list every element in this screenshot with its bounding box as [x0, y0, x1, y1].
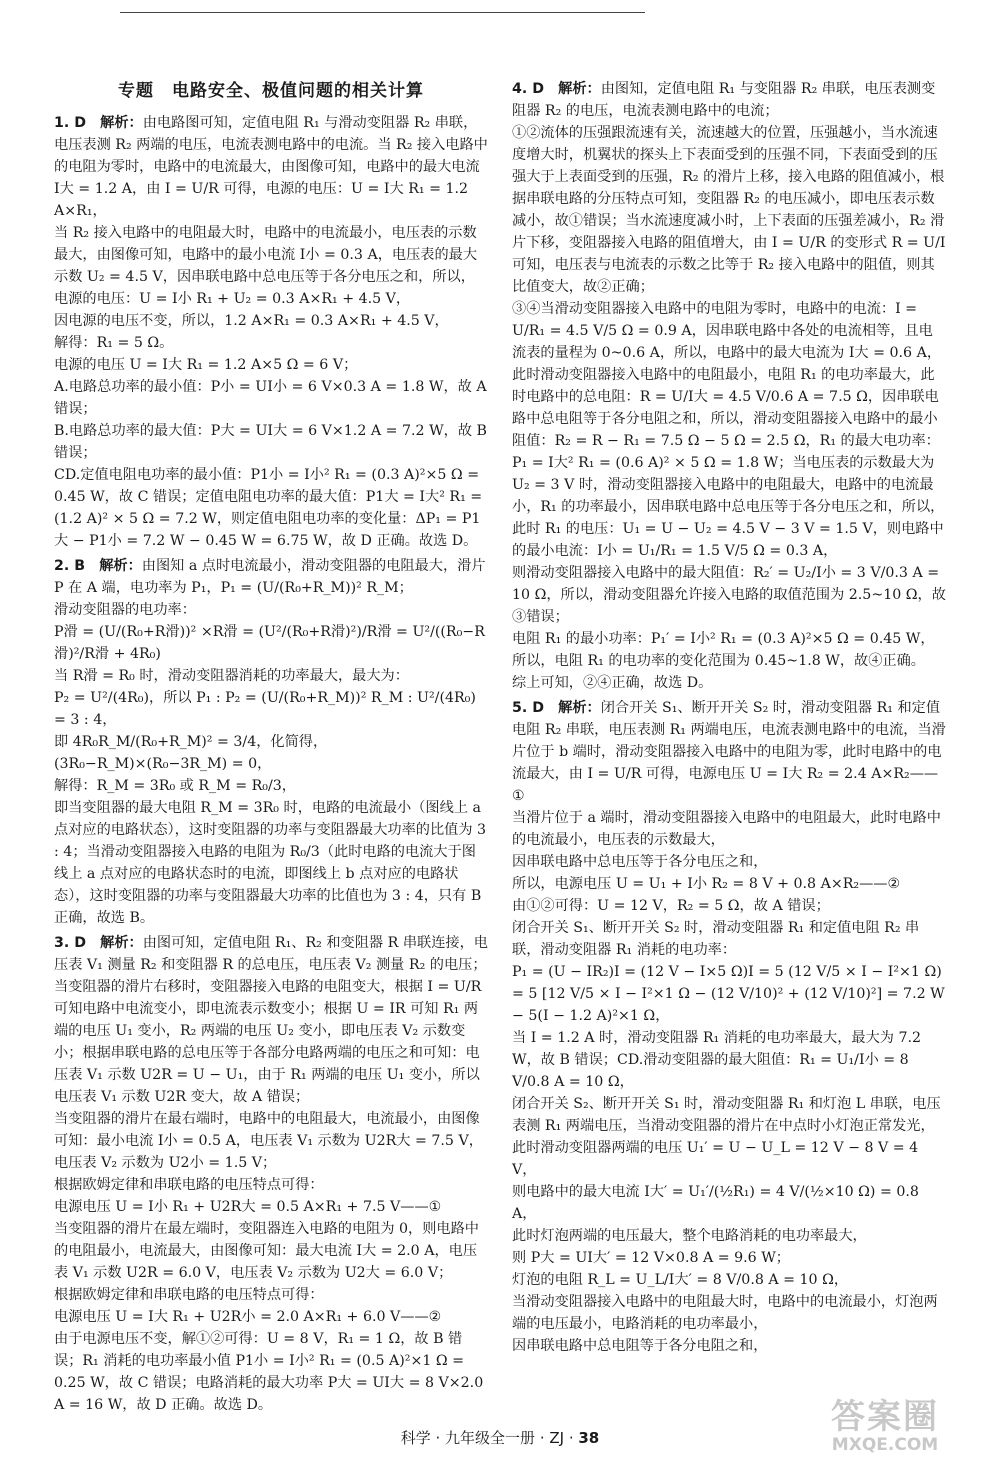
answer-line [54, 376, 488, 420]
answer-text: 综上可知，②④正确，故选 D。 [512, 675, 713, 691]
answer-text: 因串联电路中总电阻等于各分电阻之和， [512, 1338, 768, 1354]
left-questions [54, 112, 488, 1416]
answer-line [512, 628, 946, 650]
answer-line [54, 112, 488, 222]
answer-text: 所以，电源电压 U = U₁ + I小 R₂ = 8 V + 0.8 A×R₂——② [512, 876, 901, 892]
answer-text: CD.定值电阻电功率的最小值：P1小 = I小² R₁ = (0.3 A)²×5 Ω = 0.45 W，故 C 错误；定值电阻电功率的最大值：P1大 = I大² R₁ = (1.2 A)² × 5 Ω = 7.2 W，则定值电阻电功率的变化量：ΔP₁ = P1大 − P1小 = 7.2 W − 0.45 W = 6.75 W，故 D 正确。故选 D。 [54, 467, 483, 549]
answer-text: B.电路总功率的最大值：P大 = UI大 = 6 V×1.2 A = 7.2 W，故 B 错误； [54, 423, 487, 461]
watermark-logo [800, 1398, 970, 1458]
question-number: 4. D 解析： [512, 81, 601, 97]
answer-text: 闭合开关 S₂、断开开关 S₁ 时，滑动变阻器 R₁ 和灯泡 L 串联，电压表测 R₁ 两端电压，当滑动变阻器的滑片在中点时小灯泡正常发光，此时滑动变阻器两端的电压 U₁′ = U − U_L = 12 V − 8 V = 4 V， [512, 1096, 941, 1178]
answer-line [54, 599, 488, 621]
right-column [512, 78, 946, 1360]
answer-text: 电阻 R₁ 的最小功率：P₁′ = I小² R₁ = (0.3 A)²×5 Ω = 0.45 W， [512, 631, 935, 647]
answer-text: 当滑动变阻器接入电路中的电阻最大时，电路中的电流最小，灯泡两端的电压最小，电路消耗的电功率最小， [512, 1294, 938, 1332]
answer-text: 电源电压 U = I大 R₁ + U2R小 = 2.0 A×R₁ + 6.0 V——② [54, 1309, 442, 1325]
answer-line [54, 775, 488, 797]
answer-line [512, 1181, 946, 1225]
answer-text: P滑 = (U/(R₀+R滑))² ×R滑 = (U²/(R₀+R滑)²)/R滑 = U²/((R₀−R滑)²/R滑 + 4R₀) [54, 624, 485, 662]
answer-text: 由图可知，定值电阻 R₁、R₂ 和变阻器 R 串联连接，电压表 V₁ 测量 R₂ 和变阻器 R 的总电压，电压表 V₂ 测量 R₂ 的电压； [54, 935, 488, 973]
answer-text: 闭合开关 S₁、断开开关 S₂ 时，滑动变阻器 R₁ 和定值电阻 R₂ 串联，电压表测 R₁ 两端电压，电流表测电路中的电流，当滑片位于 b 端时，滑动变阻器接入电路中的电阻为零，此时电路中的电流最大，由 I = U/R 可得，电源电压 U = I大 R₂ = 2.4 A×R₂——① [512, 700, 946, 804]
watermark-url: MXQE.COM [831, 1435, 939, 1455]
question-block [54, 112, 488, 552]
answer-line [54, 797, 488, 929]
answer-line [512, 895, 946, 917]
answer-text: 因电源的电压不变，所以，1.2 A×R₁ = 0.3 A×R₁ + 4.5 V， [54, 313, 449, 329]
header-rule [120, 12, 645, 13]
page-number: 38 [578, 1429, 600, 1447]
answer-text: ①②流体的压强跟流速有关，流速越大的位置，压强越小，当水流速度增大时，机翼状的探头上下表面受到的压强不同，下表面受到的压强大于上表面受到的压强，R₂ 的滑片上移，接入电路的阻值减小，根据串联电路的分压特点可知，变阻器 R₂ 的电压减小，即电压表示数减小，故①错误；当水流速度减小时，上下表面的压强差减小，R₂ 滑片下移，变阻器接入电路的阻值增大，由 I = U/R 的变形式 R = U/I 可知，电压表与电流表的示数之比等于 R₂ 接入电路中的阻值，则其比值变大，故②正确； [512, 125, 946, 295]
answer-text: 解得：R_M = 3R₀ 或 R_M = R₀/3， [54, 778, 296, 794]
answer-text: 电源的电压 U = I大 R₁ = 1.2 A×5 Ω = 6 V； [54, 357, 358, 373]
answer-line [54, 1284, 488, 1306]
answer-text: P₁ = (U − IR₂)I = (12 V − I×5 Ω)I = 5 (12 V/5 × I − I²×1 Ω) = 5 [12 V/5 × I − I²×1 Ω − (12 V/10)² + (12 V/10)²] = 7.2 W − 5(I − 1.2 A)²×1 Ω， [512, 964, 945, 1024]
answer-text: 此时灯泡两端的电压最大，整个电路消耗的电功率最大， [512, 1228, 867, 1244]
answer-line [54, 976, 488, 1108]
answer-line [54, 310, 488, 332]
page-title: 专题 电路安全、极值问题的相关计算 [118, 81, 424, 101]
answer-text: 解得：R₁ = 5 Ω。 [54, 335, 174, 351]
watermark-text: 答案圈 [831, 1397, 939, 1437]
answer-text: 则电路中的最大电流 I大′ = U₁′/(½R₁) = 4 V/(½×10 Ω) = 0.8 A， [512, 1184, 919, 1222]
answer-line [54, 464, 488, 552]
answer-line [512, 697, 946, 807]
answer-text: 根据欧姆定律和串联电路的电压特点可得： [54, 1177, 324, 1193]
answer-line [512, 650, 946, 672]
answer-line [512, 851, 946, 873]
answer-line [512, 122, 946, 298]
question-block [512, 78, 946, 694]
answer-text: 由图知 a 点时电流最小，滑动变阻器的电阻最大，滑片 P 在 A 端，电功率为 P₁，P₁ = (U/(R₀+R_M))² R_M； [54, 558, 486, 596]
answer-text: 滑动变阻器的电功率： [54, 602, 196, 618]
answer-line [512, 1291, 946, 1335]
answer-text: 当 R₂ 接入电路中的电阻最大时，电路中的电流最小，电压表的示数最大，由图像可知，电路中的最小电流 I小 = 0.3 A，电压表的最大示数 U₂ = 4.5 V，因串联电路中总电压等于各分电压之和，所以，电源的电压：U = I小 R₁ + U₂ = 0.3 A×R₁ + 4.5 V， [54, 225, 478, 307]
answer-text: 根据欧姆定律和串联电路的电压特点可得： [54, 1287, 324, 1303]
answer-line [54, 621, 488, 665]
answer-text: 由图知，定值电阻 R₁ 与变阻器 R₂ 串联，电压表测变阻器 R₂ 的电压，电流表测电路中的电流； [512, 81, 936, 119]
answer-line [512, 1269, 946, 1291]
answer-text: 所以，电阻 R₁ 的电功率的变化范围为 0.45~1.8 W，故④正确。 [512, 653, 925, 669]
answer-line [54, 1196, 488, 1218]
answer-line [512, 1027, 946, 1093]
answer-text: 因串联电路中总电压等于各分电压之和， [512, 854, 768, 870]
answer-line [54, 332, 488, 354]
answer-line [54, 1108, 488, 1174]
answer-text: 即当变阻器的最大电阻 R_M = 3R₀ 时，电路的电流最小（图线上 a 点对应的电路状态），这时变阻器的功率与变阻器最大功率的比值为 3 : 4；当滑动变阻器接入电路的电阻为 R₀/3（此时电路的电流大于图线上 a 点对应的电路状态时的电流，即图线上 b 点对应的电路状态），这时变阻器的功率与变阻器最大功率的比值也为 3 : 4，只有 B 正确，故选 B。 [54, 800, 487, 926]
answer-text: A.电路总功率的最小值：P小 = UI小 = 6 V×0.3 A = 1.8 W，故 A 错误； [54, 379, 487, 417]
answer-text: 灯泡的电阻 R_L = U_L/I大′ = 8 V/0.8 A = 10 Ω， [512, 1272, 849, 1288]
answer-text: 当 R滑 = R₀ 时，滑动变阻器消耗的功率最大，最大为： [54, 668, 409, 684]
answer-line [512, 672, 946, 694]
answer-line [512, 1225, 946, 1247]
answer-text: P₂ = U²/(4R₀)，所以 P₁ : P₂ = (U/(R₀+R_M))² R_M : U²/(4R₀) = 3 : 4， [54, 690, 476, 728]
answer-text: 当滑片位于 a 端时，滑动变阻器接入电路中的电阻最大，此时电路中的电流最小，电压表的示数最大， [512, 810, 941, 848]
answer-text: 当 I = 1.2 A 时，滑动变阻器 R₁ 消耗的电功率最大，最大为 7.2 W，故 B 错误；CD.滑动变阻器的最大阻值：R₁ = U₁/I小 = 8 V/0.8 A = 10 Ω， [512, 1030, 922, 1090]
question-block [512, 697, 946, 1357]
question-number: 3. D 解析： [54, 935, 143, 951]
answer-line [54, 1328, 488, 1416]
answer-line [512, 298, 946, 562]
answer-text: 由电路图可知，定值电阻 R₁ 与滑动变阻器 R₂ 串联，电压表测 R₂ 两端的电压，电流表测电路中的电流。当 R₂ 接入电路中的电阻为零时，电路中的电流最大，由图像可知，电路中的最大电流 I大 = 1.2 A，由 I = U/R 可得，电源的电压：U = I大 R₁ = 1.2 A×R₁， [54, 115, 488, 219]
answer-text: 当变阻器的滑片在最左端时，变阻器连入电路的电阻为 0，则电路中的电阻最小，电流最大，由图像可知：最大电流 I大 = 2.0 A，电压表 V₁ 示数 U2R = 6.0 V，电压表 V₂ 示数为 U2大 = 6.0 V； [54, 1221, 479, 1281]
answer-line [54, 222, 488, 310]
answer-text: 当变阻器的滑片在最右端时，电路中的电阻最大，电流最小，由图像可知：最小电流 I小 = 0.5 A，电压表 V₁ 示数为 U2R大 = 7.5 V，电压表 V₂ 示数为 U2小 = 1.5 V； [54, 1111, 483, 1171]
answer-line [54, 354, 488, 376]
answer-text: 由于电源电压不变，解①②可得：U = 8 V，R₁ = 1 Ω，故 B 错误；R₁ 消耗的电功率最小值 P1小 = I小² R₁ = (0.5 A)²×1 Ω = 0.25 W，故 C 错误；电路消耗的最大功率 P大 = UI大 = 8 V×2.0 A = 16 W，故 D 正确。故选 D。 [54, 1331, 484, 1413]
answer-text: 由①②可得：U = 12 V，R₂ = 5 Ω，故 A 错误； [512, 898, 830, 914]
question-number: 2. B 解析： [54, 558, 142, 574]
answer-line [54, 665, 488, 687]
answer-line [54, 1306, 488, 1328]
answer-text: 则滑动变阻器接入电路中的最大阻值：R₂′ = U₂/I小 = 3 V/0.3 A = 10 Ω，所以，滑动变阻器允许接入电路的取值范围为 2.5~10 Ω，故③错误； [512, 565, 946, 625]
answer-line [512, 807, 946, 851]
question-number: 1. D 解析： [54, 115, 143, 131]
answer-line [54, 555, 488, 599]
answer-line [512, 78, 946, 122]
answer-text: 则 P大 = UI大′ = 12 V×0.8 A = 9.6 W； [512, 1250, 790, 1266]
answer-line [512, 1093, 946, 1181]
answer-line [54, 420, 488, 464]
answer-line [54, 731, 488, 775]
question-block [54, 932, 488, 1416]
question-number: 5. D 解析： [512, 700, 601, 716]
answer-line [512, 917, 946, 961]
left-column [54, 78, 488, 1419]
right-questions [512, 78, 946, 1357]
footer-subject: 科学 · 九年级全一册 · ZJ · [400, 1429, 579, 1447]
answer-line [512, 562, 946, 628]
answer-text: 电源电压 U = I小 R₁ + U2R大 = 0.5 A×R₁ + 7.5 V——① [54, 1199, 442, 1215]
answer-line [54, 1218, 488, 1284]
answer-text: 当变阻器的滑片右移时，变阻器接入电路的电阻变大，根据 I = U/R 可知电路中电流变小，即电流表示数变小；根据 U = IR 可知 R₁ 两端的电压 U₁ 变小，R₂ 两端的电压 U₂ 变小，即电压表 V₂ 示数变小；根据串联电路的总电压等于各部分电路两端的电压之和可知：电压表 V₁ 示数 U2R = U − U₁，由于 R₁ 两端的电压 U₁ 变小，所以电压表 V₁ 示数 U2R 变大，故 A 错误； [54, 979, 482, 1105]
answer-line [512, 873, 946, 895]
answer-text: 闭合开关 S₁、断开开关 S₂ 时，滑动变阻器 R₁ 和定值电阻 R₂ 串联，滑动变阻器 R₁ 消耗的电功率： [512, 920, 920, 958]
answer-line [512, 1247, 946, 1269]
answer-text: ③④当滑动变阻器接入电路中的电阻为零时，电路中的电流：I = U/R₁ = 4.5 V/5 Ω = 0.9 A，因串联电路中各处的电流相等，且电流表的量程为 0~0.6 A，所以，电路中的最大电流为 I大 = 0.6 A，此时滑动变阻器接入电路中的电阻最小，电阻 R₁ 的电功率最大，此时电路中的总电阻：R = U/I大 = 4.5 V/0.6 A = 7.5 Ω，因串联电路中总电阻等于各分电阻之和，所以，滑动变阻器接入电路中的最小阻值：R₂ = R − R₁ = 7.5 Ω − 5 Ω = 2.5 Ω，R₁ 的最大电功率：P₁ = I大² R₁ = (0.6 A)² × 5 Ω = 1.8 W；当电压表的示数最大为 U₂ = 3 V 时，滑动变阻器接入电路中的电阻最大，电路中的电流最小，R₁ 的功率最小，因串联电路中总电压等于各分电压之和，所以，此时 R₁ 的电压：U₁ = U − U₂ = 4.5 V − 3 V = 1.5 V，则电路中的最小电流：I小 = U₁/R₁ = 1.5 V/5 Ω = 0.3 A， [512, 301, 945, 559]
answer-line [54, 1174, 488, 1196]
answer-line [54, 687, 488, 731]
answer-line [54, 932, 488, 976]
answer-line [512, 961, 946, 1027]
answer-text: 即 4R₀R_M/(R₀+R_M)² = 3/4，化简得，(3R₀−R_M)×(R₀−3R_M) = 0， [54, 734, 328, 772]
question-block [54, 555, 488, 929]
answer-line [512, 1335, 946, 1357]
